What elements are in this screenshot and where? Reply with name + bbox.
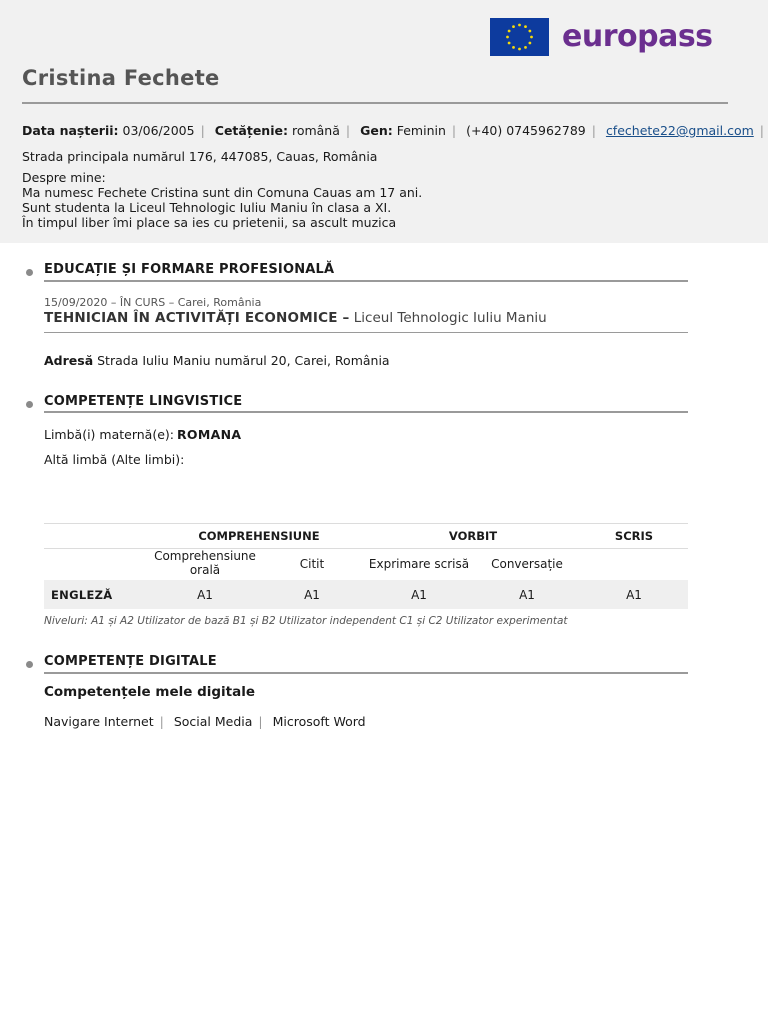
digital-skill-item: Social Media (173, 714, 253, 729)
digital-subtitle: Competențele mele digitale (44, 684, 256, 700)
about-line: Sunt studenta la Liceul Tehnologic Iuliu Maniu în clasa a XI. (22, 200, 392, 215)
separator: | (591, 123, 596, 138)
separator: | (759, 123, 764, 138)
education-divider (44, 280, 688, 282)
section-bullet (26, 269, 33, 276)
mother-tongue-value: ROMANA (177, 427, 242, 442)
digital-skill-item: Navigare Internet (44, 714, 154, 729)
birth-value: 03/06/2005 (122, 123, 195, 138)
person-name: Cristina Fechete (22, 66, 220, 90)
header-spoken: VORBIT (448, 529, 498, 543)
education-entry-divider (44, 332, 688, 333)
europass-logo-text: europass (562, 19, 713, 54)
eu-star-icon (528, 30, 531, 33)
digital-skill-item: Microsoft Word (272, 714, 366, 729)
birth-label: Data nașterii: (22, 123, 119, 138)
header-comprehension: COMPREHENSIUNE (198, 529, 320, 543)
level-written-expression: A1 (411, 588, 427, 602)
eu-star-icon (512, 46, 515, 49)
gender-label: Gen: (360, 123, 393, 138)
eu-star-icon (506, 36, 509, 39)
separator: | (159, 714, 164, 729)
subheader-conversation: Conversație (491, 557, 563, 571)
about-line: În timpul liber îmi place sa ies cu prietenii, sa ascult muzica (22, 215, 397, 230)
education-date-place: 15/09/2020 – ÎN CURS – Carei, România (44, 296, 262, 309)
table-rule (44, 523, 688, 524)
digital-divider (44, 672, 688, 674)
school-address (44, 353, 390, 368)
level-writing: A1 (626, 588, 642, 602)
section-bullet (26, 401, 33, 408)
eu-flag-icon (490, 18, 549, 56)
other-languages-label: Altă limbă (Alte limbi): (44, 452, 185, 467)
email-link[interactable]: cfechete22@gmail.com (605, 123, 754, 138)
eu-star-icon (518, 48, 521, 51)
separator: | (258, 714, 263, 729)
about-line: Ma numesc Fechete Cristina sunt din Comuna Cauas am 17 ani. (22, 185, 423, 200)
separator: | (451, 123, 457, 138)
eu-star-icon (518, 24, 521, 27)
digital-section-title: COMPETENȚE DIGITALE (44, 654, 217, 669)
school-name: Liceul Tehnologic Iuliu Maniu (353, 310, 547, 326)
table-rule (44, 548, 688, 549)
eu-star-icon (530, 36, 533, 39)
levels-note: Niveluri: A1 și A2 Utilizator de bază B1 și B2 Utilizator independent C1 și C2 Utilizator experimentat (44, 615, 568, 627)
school-address-label: Adresă (44, 353, 94, 368)
level-conversation: A1 (519, 588, 535, 602)
gender-value: Feminin (396, 123, 446, 138)
subheader-oral-comprehension: Comprehensiune orală (154, 549, 256, 577)
eu-star-icon (524, 25, 527, 28)
separator: | (345, 123, 351, 138)
school-address-value: Strada Iuliu Maniu numărul 20, Carei, România (97, 353, 390, 368)
separator: | (200, 123, 205, 138)
home-address: Strada principala numărul 176, 447085, Cauas, România (22, 149, 378, 164)
qualification-title: TEHNICIAN ÎN ACTIVITĂȚI ECONOMICE – (44, 310, 350, 326)
header-written: SCRIS (614, 529, 654, 543)
digital-skills-list (44, 714, 366, 729)
eu-star-icon (508, 42, 511, 45)
eu-star-icon (524, 46, 527, 49)
section-bullet (26, 661, 33, 668)
about-label: Despre mine: (22, 170, 106, 185)
personal-info-line (22, 123, 768, 138)
language-name: ENGLEZĂ (51, 588, 113, 602)
citizenship-label: Cetățenie: (214, 123, 288, 138)
cv-header (0, 0, 768, 243)
subheader-reading: Citit (299, 557, 325, 571)
education-qualification (44, 310, 547, 326)
citizenship-value: română (291, 123, 340, 138)
about-me (22, 170, 422, 230)
eu-star-icon (508, 30, 511, 33)
languages-section-title: COMPETENȚE LINGVISTICE (44, 394, 243, 409)
subheader-written-expression: Exprimare scrisă (368, 557, 470, 571)
eu-star-icon (512, 25, 515, 28)
education-section-title: EDUCAȚIE ȘI FORMARE PROFESIONALĂ (44, 262, 335, 277)
level-oral: A1 (197, 588, 213, 602)
phone-number: (+40) 0745962789 (466, 123, 586, 138)
languages-divider (44, 411, 688, 413)
name-divider (22, 102, 728, 104)
eu-star-icon (528, 42, 531, 45)
table-row (44, 580, 688, 609)
mother-tongue-label: Limbă(i) maternă(e): (44, 427, 174, 442)
europass-logo (490, 17, 713, 57)
level-reading: A1 (304, 588, 320, 602)
